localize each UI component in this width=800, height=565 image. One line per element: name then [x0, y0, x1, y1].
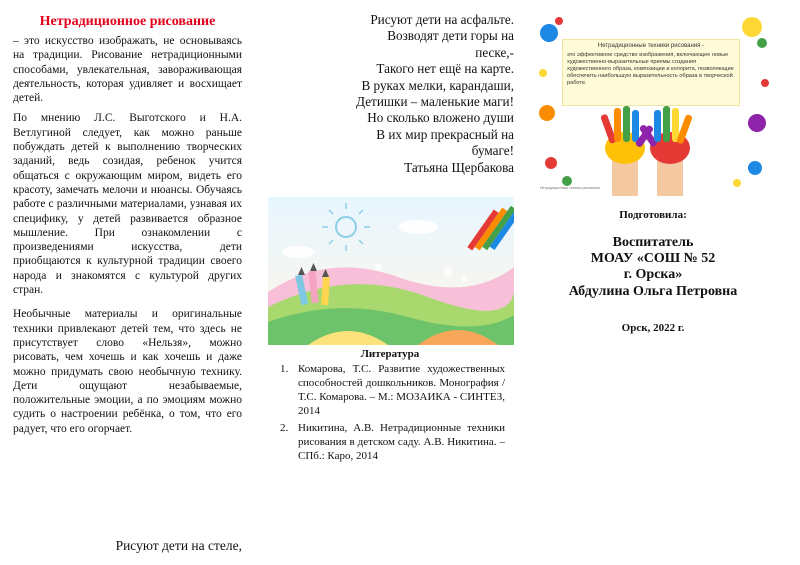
painted-hands-image — [537, 13, 769, 196]
poem-line: песке,- — [475, 44, 514, 60]
paragraph-vygotsky: По мнению Л.С. Выготского и Н.А. Ветлугиной следует, как можно раньше побуждать детей к выполнению творческих заданий, ведь созидая, ребенок учится общаться с окружающим миром, видеть его красоту, замечать мелочи и нюансы. Обучаясь работе с различными материалами, узнавая их специфику, у детей развивается образное мышление. При ознакомлении с произведениями искусства, дети приобщаются к культурной традиции своего народа и знакомятся с культурой других стран. — [13, 112, 242, 297]
left-column — [13, 0, 242, 565]
literature-item-number: 1. — [280, 363, 289, 375]
middle-column — [266, 0, 514, 565]
literature-item-text: Комарова, Т.С. Развитие художественных способностей дошкольников. Монография / Т.С. Комарова. – М.: МОЗАИКА - СИНТЕЗ, 2014 — [298, 363, 505, 417]
right-column — [537, 0, 769, 565]
literature-item — [280, 362, 505, 418]
poem-line: Рисуют дети на асфальте. — [370, 12, 514, 27]
literature-item-number: 2. — [280, 422, 289, 434]
poem-line: Детишки – маленькие маги! — [356, 94, 514, 110]
poem-line: бумаге! — [471, 143, 514, 159]
literature-title: Литература — [360, 348, 420, 360]
author-block — [537, 235, 769, 300]
author-line: Воспитатель — [612, 235, 694, 250]
literature-item — [280, 421, 505, 463]
literature-list — [280, 362, 505, 466]
poster-body: это эффективное средство изображения, включающее новые художественно-выразительные приемы создания художественного образа, композиции и колорита, позволяющие обеспечить наибольшую выразительность образа в творческой работе. — [567, 52, 734, 86]
poem-line: В их мир прекрасный на — [376, 126, 514, 142]
poem-line: Возводят дети горы на — [387, 28, 514, 44]
poster-title: Нетрадиционные техники рисования - — [597, 43, 705, 49]
paragraph-materials: Необычные материалы и оригинальные техники привлекают детей тем, что здесь не присутствует слово «Нельзя», можно рисовать, чем хочешь и как хочешь и даже можно придумать свою необычную технику. Дети ощущают незабываемые, положительные эмоции, а по эмоциям можно судить о настроении ребёнка, о том, что его радует, что его огорчает. — [13, 308, 242, 435]
city-year: Орск, 2022 г. — [621, 322, 685, 334]
poem-line: Но сколько вложено души — [367, 110, 514, 126]
poem — [266, 12, 514, 176]
left-title: Нетрадиционное рисование — [39, 14, 216, 29]
literature-item-text: Никитина, А.В. Нетрадиционные техники рисования в детском саду. А.В. Никитина. – СПб.: Каро, 2014 — [298, 422, 505, 462]
poem-line: Такого нет ещё на карте. — [376, 61, 514, 77]
author-line: Абдулина Ольга Петровна — [568, 283, 738, 299]
prepared-by-label: Подготовила: — [619, 209, 687, 221]
paragraph-definition: – это искусство изображать, не основываясь на традиции. Рисование нетрадиционными способами, увлекательная, завораживающая деятельность, которая удивляет и восхищает детей. — [13, 35, 242, 105]
children-landscape-illustration — [268, 197, 514, 345]
author-line: МОАУ «СОШ № 52 — [590, 251, 716, 267]
left-tail-line: Рисуют дети на стеле, — [115, 538, 242, 553]
poem-line: В руках мелки, карандаши, — [361, 77, 514, 93]
author-line: г. Орска» — [623, 267, 683, 283]
poster-text-box — [562, 39, 740, 106]
poster-caption: Нетрадиционные техники рисования — [540, 186, 600, 190]
poem-author: Татьяна Щербакова — [404, 159, 514, 175]
